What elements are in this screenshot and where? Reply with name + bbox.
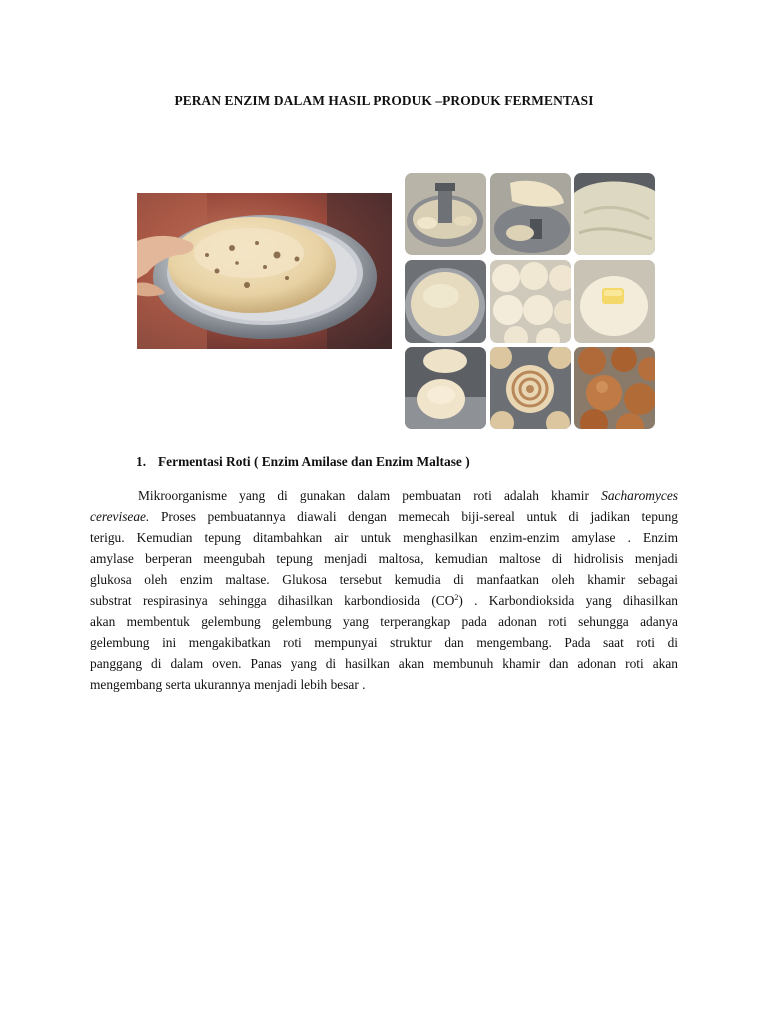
section-heading-text: Fermentasi Roti ( Enzim Amilase dan Enzim Maltase ) bbox=[158, 454, 470, 469]
paragraph-line: glukosa oleh enzim maltase. Glukosa tersebut kemudia di manfaatkan oleh khamir sebagai bbox=[90, 572, 678, 587]
dough-balls-photo bbox=[490, 260, 571, 343]
paragraph-line: substrat respirasinya sehingga dihasilkan karbondiosida $(CO^2)$ . Karbondioksida yang dihasilkan bbox=[90, 593, 678, 608]
paragraph-line: panggang di dalam oven. Panas yang di hasilkan akan membunuh khamir dan adonan roti akan bbox=[90, 656, 678, 671]
section-heading-fermentasi-roti bbox=[136, 454, 470, 470]
dough-with-butter-photo bbox=[574, 260, 655, 343]
dough-in-bowl-photo bbox=[405, 260, 486, 343]
paragraph-line: cereviseae. Proses pembuatannya diawali dengan memecah biji-sereal untuk di jadikan tepung bbox=[90, 509, 678, 524]
paragraph-line: Mikroorganisme yang di gunakan dalam pembuatan roti adalah khamir Sacharomyces bbox=[138, 488, 678, 503]
paragraph-line: terigu. Kemudian tepung ditambahkan air untuk menghasilkan enzim-enzim amylase . Enzim bbox=[90, 530, 678, 545]
paragraph-line: akan membentuk gelembung gelembung yang terperangkap pada adonan roti sehungga adanya bbox=[90, 614, 678, 629]
photo-of-bread-on-steel-plate bbox=[137, 193, 392, 349]
page-title: PERAN ENZIM DALAM HASIL PRODUK –PRODUK FERMENTASI bbox=[174, 93, 594, 108]
swirl-rolls-photo bbox=[490, 347, 571, 429]
baked-bread-photo bbox=[574, 347, 655, 429]
paragraph-line: amylase berperan meengubah tepung menjadi maltosa, kemudian maltose di hidrolisis menjadi bbox=[90, 551, 678, 566]
paragraph-line: mengembang serta ukurannya menjadi lebih besar . bbox=[90, 677, 366, 692]
bread-process-photo-grid bbox=[405, 173, 655, 431]
section-number: 1. bbox=[136, 454, 147, 469]
species-name-italic: Sacharomyces bbox=[601, 488, 678, 503]
dough-mixer-photo bbox=[405, 173, 486, 255]
body-paragraph bbox=[90, 485, 678, 695]
raised-dough-photo bbox=[574, 173, 655, 255]
dough-kneading-photo bbox=[490, 173, 571, 255]
subscript-2: 2 bbox=[454, 593, 459, 602]
shaped-buns-photo bbox=[405, 347, 486, 429]
species-name-italic: cereviseae. bbox=[90, 509, 150, 524]
paragraph-line: gelembung ini mengakibatkan roti mempunyai struktur dan mengembang. Pada saat roti di bbox=[90, 635, 678, 650]
